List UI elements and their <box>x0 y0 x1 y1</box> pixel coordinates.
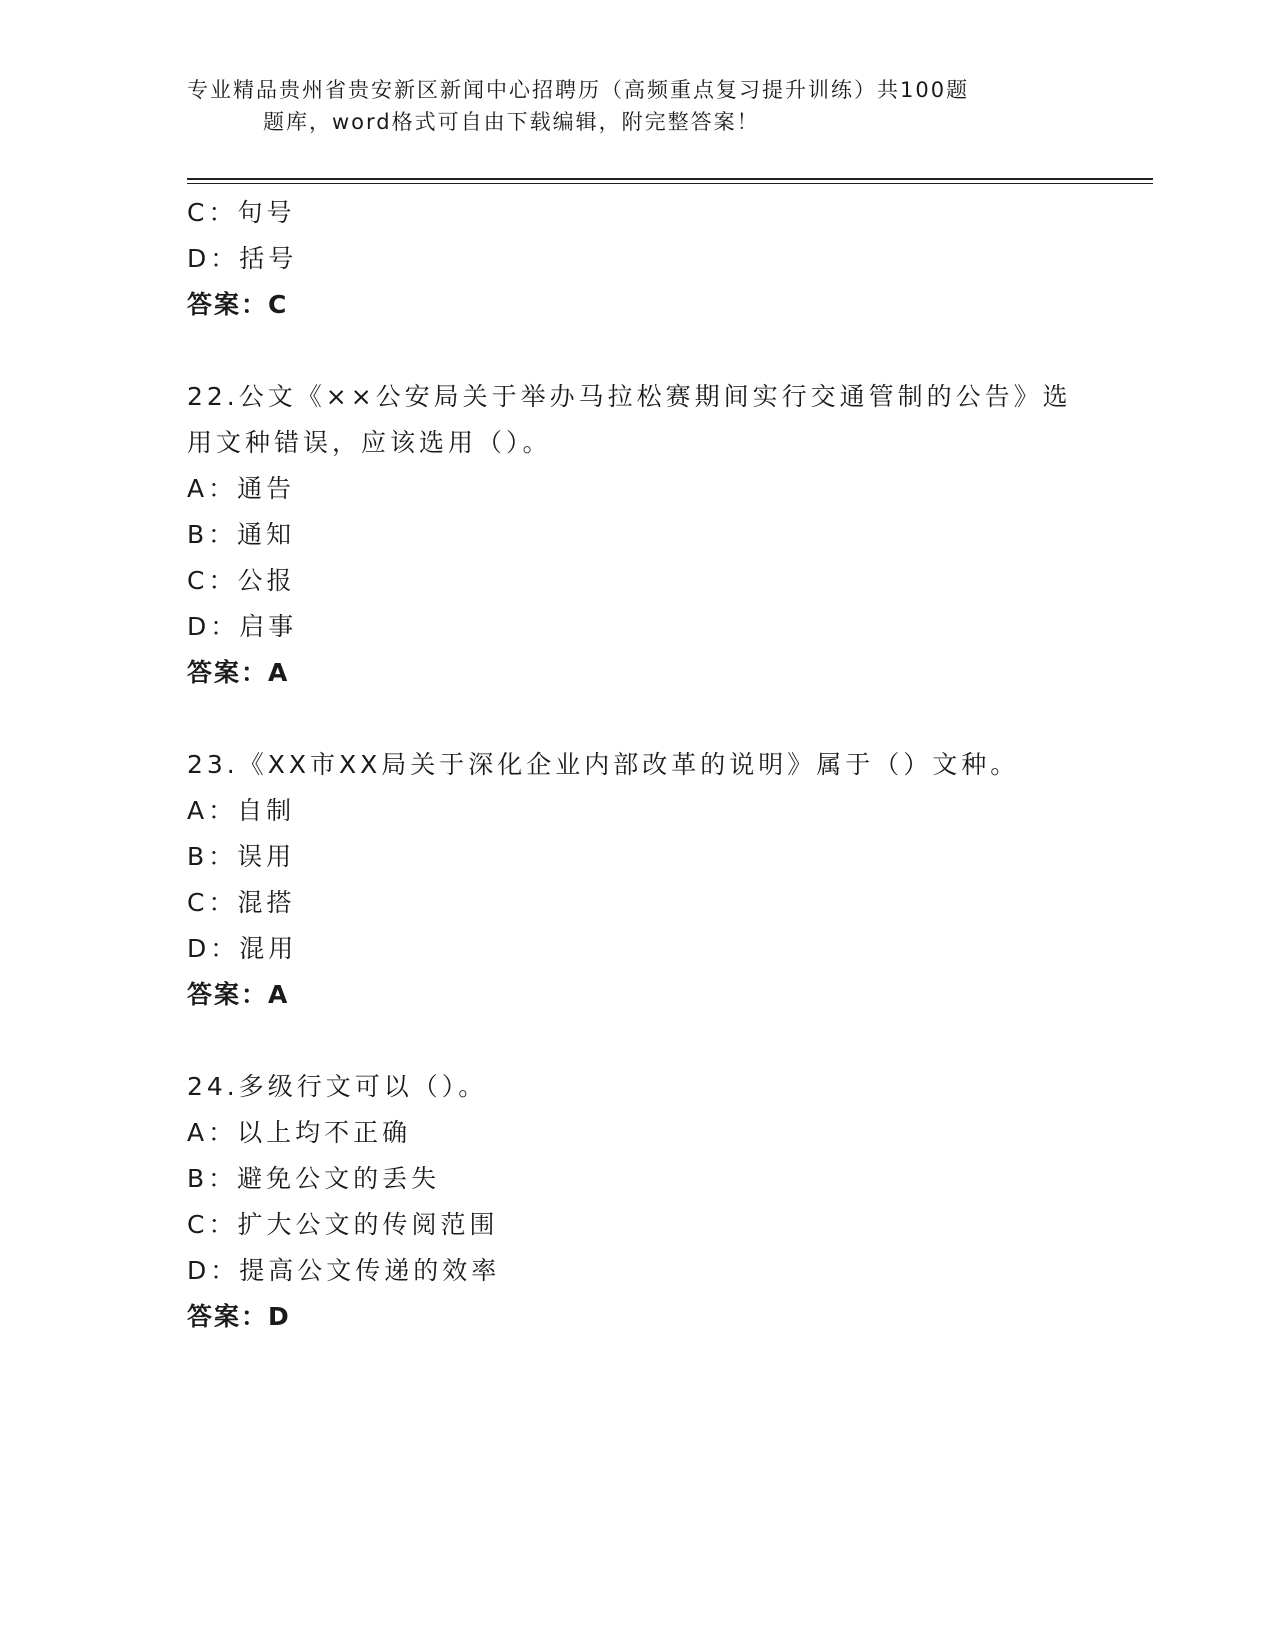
header-divider-thin <box>187 183 1153 184</box>
answer-line: 答案：A <box>187 658 290 687</box>
header-divider-thick <box>187 178 1153 180</box>
option-c: C：扩大公文的传阅范围 <box>187 1210 499 1239</box>
question-stem-continued: 用文种错误，应该选用（）。 <box>187 428 552 457</box>
answer-line: 答案：D <box>187 1302 291 1331</box>
question-spacer <box>187 328 1087 374</box>
option-a: A：通告 <box>187 474 296 503</box>
question-stem: 24.多级行文可以（）。 <box>187 1072 488 1101</box>
option-c: C：公报 <box>187 566 296 595</box>
option-d: D：提高公文传递的效率 <box>187 1256 501 1285</box>
option-c: C：句号 <box>187 198 296 227</box>
question-spacer <box>187 696 1087 742</box>
question-22 <box>187 374 1087 696</box>
question-list <box>187 190 1087 1340</box>
answer-line: 答案：A <box>187 980 290 1009</box>
option-b: B：避免公文的丢失 <box>187 1164 441 1193</box>
question-21-tail <box>187 190 1087 328</box>
answer-line: 答案：C <box>187 290 289 319</box>
option-d: D：启事 <box>187 612 298 641</box>
option-a: A：以上均不正确 <box>187 1118 412 1147</box>
header-title-line1: 专业精品贵州省贵安新区新闻中心招聘历（高频重点复习提升训练）共100题 <box>187 78 970 102</box>
question-23 <box>187 742 1087 1018</box>
question-24 <box>187 1064 1087 1340</box>
question-stem: 22.公文《××公安局关于举办马拉松赛期间实行交通管制的公告》选 <box>187 382 1072 411</box>
option-b: B：误用 <box>187 842 296 871</box>
question-stem: 23.《XX市XX局关于深化企业内部改革的说明》属于（）文种。 <box>187 750 1020 779</box>
option-a: A：自制 <box>187 796 296 825</box>
option-b: B：通知 <box>187 520 296 549</box>
option-c: C：混搭 <box>187 888 296 917</box>
option-d: D：混用 <box>187 934 298 963</box>
question-spacer <box>187 1018 1087 1064</box>
page-header <box>187 74 1047 138</box>
header-title-line2: 题库，word格式可自由下载编辑，附完整答案！ <box>263 110 760 134</box>
option-d: D：括号 <box>187 244 298 273</box>
